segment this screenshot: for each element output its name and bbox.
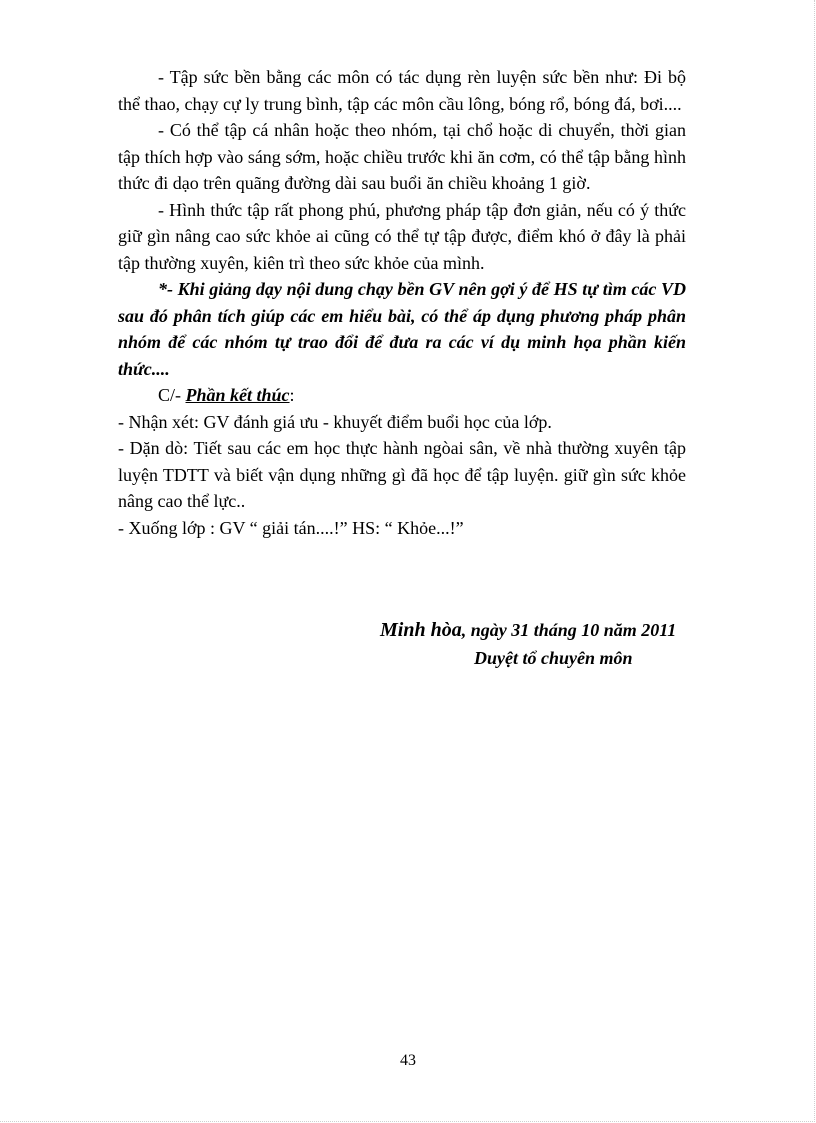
document-body: [118, 64, 686, 541]
section-suffix: :: [289, 385, 295, 405]
section-prefix: C/-: [158, 385, 186, 405]
signature-block: [380, 616, 690, 672]
item-nhan-xet: - Nhận xét: GV đánh giá ưu - khuyết điểm buổi học của lớp.: [118, 411, 552, 432]
signature-place: Minh hòa: [380, 619, 462, 641]
paragraph-teaching-note: *- Khi giảng dạy nội dung chạy bền GV nên gợi ý để HS tự tìm các VD sau đó phân tích giúp các em hiểu bài, có thể áp dụng phương pháp phân nhóm để các nhóm tự trao đổi để đưa ra các ví dụ minh họa phần kiến thức....: [118, 279, 686, 379]
section-title: Phần kết thúc: [185, 385, 290, 405]
item-dan-do: - Dặn dò: Tiết sau các em học thực hành ngòai sân, về nhà thường xuyên tập luyện TDTT và biết vận dụng những gì đã học để tập luyện. giữ gìn sức khỏe nâng cao thể lực..: [118, 438, 686, 511]
signature-approval: Duyệt tổ chuyên môn: [474, 648, 633, 668]
section-heading: [118, 382, 686, 409]
paragraph-training-time: - Có thể tập cá nhân hoặc theo nhóm, tại chổ hoặc di chuyển, thời gian tập thích hợp vào sáng sớm, hoặc chiều trước khi ăn cơm, có thể tập bằng hình thức đi dạo trên quãng đường dài sau buổi ăn chiều khoảng 1 giờ.: [118, 120, 686, 193]
item-xuong-lop: - Xuống lớp : GV “ giải tán....!” HS: “ Khỏe...!”: [118, 517, 464, 538]
paragraph-training-methods: - Hình thức tập rất phong phú, phương pháp tập đơn giản, nếu có ý thức giữ gìn nâng cao sức khỏe ai cũng có thể tự tập được, điểm khó ở đây là phải tập thường xuyên, kiên trì theo sức khỏe của mình.: [118, 199, 686, 273]
page-number: 43: [400, 1052, 416, 1069]
paragraph-endurance-sports: - Tập sức bền bằng các môn có tác dụng rèn luyện sức bền như: Đi bộ thể thao, chạy cự ly trung bình, tập các môn cầu lông, bóng rổ, bóng đá, bơi....: [118, 67, 686, 114]
signature-date: , ngày 31 tháng 10 năm 2011: [461, 620, 677, 640]
signature-date-line: [380, 616, 690, 644]
